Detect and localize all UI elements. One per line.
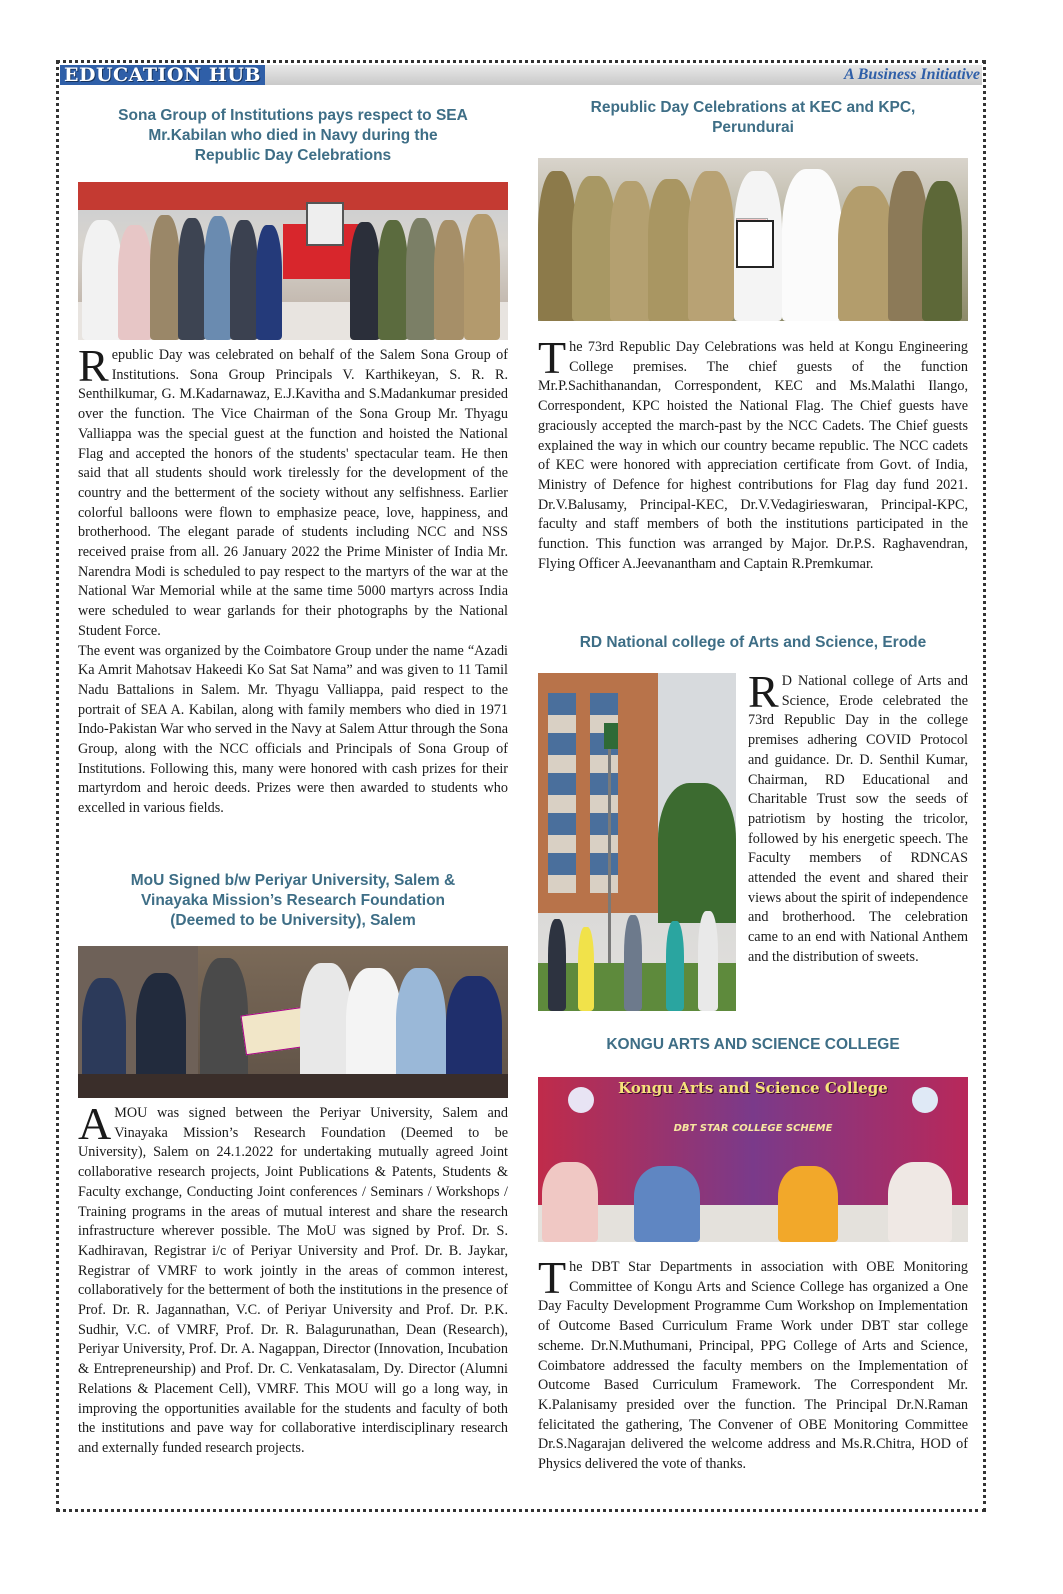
headline-line: (Deemed to be University), Salem bbox=[170, 912, 416, 929]
mou-headline bbox=[78, 871, 508, 931]
drop-cap: R bbox=[78, 340, 109, 391]
sona-body bbox=[78, 340, 508, 819]
paragraph: epublic Day was celebrated on behalf of the Salem Sona Group of Institutions. Sona Group Principals V. Karthikeyan, S. R. R. Senthilkumar, G. M.Kadarnawaz, E.J.Kavitha and S.Madankumar presided over the function. The Vice Chairman of the Sona Group Mr. Thyagu Valliappa was the special guest at the function and hoisted the National Flag and accepted the honors of the students' spectacular team. He then said that all students should work tirelessly for the development of the country and the betterment of the society without any selfishness. Earlier colorful balloons were flown to emphasize peace, love, happiness, and brotherhood. The elegant parade of students including NCC and NSS received praise from all. 26 January 2022 the Prime Minister of India Mr. Narendra Modi is scheduled to pay respect to the martyrs of the war at the National War Memorial while at the same time 5000 martyrs across India were scheduled to wear garlands for their photographs by the National Student Force. bbox=[78, 347, 508, 639]
kec-headline bbox=[538, 98, 968, 138]
kongu-body bbox=[538, 1252, 968, 1475]
drop-cap: T bbox=[538, 1252, 567, 1303]
headline-line: Mr.Kabilan who died in Navy during the bbox=[148, 127, 438, 144]
headline-line: KONGU ARTS AND SCIENCE COLLEGE bbox=[606, 1036, 900, 1053]
headline-line: RD National college of Arts and Science, Erode bbox=[579, 634, 927, 651]
sona-headline bbox=[78, 106, 508, 166]
headline-line: Republic Day Celebrations at KEC and KPC, bbox=[590, 99, 916, 116]
sona-photo bbox=[78, 182, 508, 340]
rd-body bbox=[748, 666, 968, 968]
paragraph: he 73rd Republic Day Celebrations was held at Kongu Engineering College premises. The chief guests of the function Mr.P.Sachithanandan, Correspondent, KEC and Ms.Malathi Ilango, Correspondent, KPC hoisted the National Flag. The Chief guests have graciously accepted the march-past by the NCC Cadets. The Chief guests explained the way in which our country became republic. The NCC cadets of KEC were honored with appreciation certificate from Govt. of India, Ministry of Defence for highest contributions for Flag day fund 2021. Dr.V.Balusamy, Principal-KEC, Dr.V.Vedagirieswaran, Principal-KPC, faculty and staff members of both the institutions participated in the function. This function was arranged by Major. Dr.P.S. Raghavendran, Flying Officer A.Jeevanantham and Captain R.Premkumar. bbox=[538, 339, 968, 572]
paragraph: MOU was signed between the Periyar University, Salem and Vinayaka Mission’s Research Foundation (Deemed to be University), Salem on 24.1.2022 for undertaking mutually agreed Joint collaborative research projects, Joint Publications & Patents, Students & Faculty exchange, Conducting Joint conferences / Seminars / Workshops / Training programs in the areas of mutual interest and share the research infrastructure wherever possible. The MoU was signed by Prof. Dr. S. Kadhiravan, Registrar i/c of Periyar University and Prof. Dr. B. Jaykar, Registrar of VMRF to work jointly in the areas of common interest, collaboratively for the betterment of both the institutions in the presence of Prof. Dr. R. Jagannathan, V.C. of Periyar University and Prof. Dr. P.K. Sudhir, V.C. of VMRF, Prof. Dr. R. Balagurunathan, Dean (Research), Periyar University, Prof. Dr. A. Nagappan, Director (Innovation, Incubation & Entrepreneurship) and Prof. Dr. C. Venkatasalam, Dy. Director (Alumni Relations & Placement Cell), VMRF. This MOU will go a long way, in improving the opportunities available for the students and faculty of both the institutions and pave way for collaborative interdisciplinary research and externally funded research projects. bbox=[78, 1105, 508, 1456]
kec-photo bbox=[538, 158, 968, 321]
headline-line: Perundurai bbox=[712, 119, 794, 136]
drop-cap: A bbox=[78, 1098, 112, 1149]
rd-headline bbox=[538, 633, 968, 653]
mou-photo bbox=[78, 946, 508, 1098]
paragraph: D National college of Arts and Science, Erode celebrated the 73rd Republic Day in the college premises adhering COVID Protocol and guidance. Dr. D. Senthil Kumar, Chairman, RD Educational and Charitable Trust sow the seeds of patriotism by hosting the tricolor, followed by his energetic speech. The Faculty members of RDNCAS attended the event and shared their views about the spirit of independence and brotherhood. The celebration came to an end with National Anthem and the distribution of sweets. bbox=[748, 673, 968, 965]
banner-title: Kongu Arts and Science College bbox=[618, 1079, 888, 1097]
tagline: A Business Initiative bbox=[843, 66, 980, 83]
headline-line: Republic Day Celebrations bbox=[194, 147, 392, 164]
drop-cap: R bbox=[748, 666, 779, 717]
drop-cap: T bbox=[538, 332, 567, 383]
kongu-photo bbox=[538, 1077, 968, 1242]
headline-line: MoU Signed b/w Periyar University, Salem & bbox=[130, 872, 456, 889]
headline-line: Vinayaka Mission’s Research Foundation bbox=[140, 892, 446, 909]
banner-subtitle: DBT STAR COLLEGE SCHEME bbox=[673, 1123, 833, 1134]
brand-title: EDUCATION HUB bbox=[60, 65, 265, 85]
kec-body bbox=[538, 332, 968, 574]
rd-photo bbox=[538, 673, 736, 1011]
paragraph: he DBT Star Departments in association with OBE Monitoring Committee of Kongu Arts and Science College has organized a One Day Faculty Development Programme Cum Workshop on Implementation of Outcome Based Curriculum Frame Work under DBT star college scheme. Dr.N.Muthumani, Principal, PPG College of Arts and Science, Coimbatore addressed the faculty members on the Implementation of Outcome Based Curriculum Framework. The Correspondent Mr. K.Palanisamy presided over the function. The Principal Dr.N.Raman felicitated the gathering, The Convener of OBE Monitoring Committee Dr.S.Nagarajan delivered the welcome address and Ms.R.Chitra, HOD of Physics delivered the vote of thanks. bbox=[538, 1259, 968, 1473]
kongu-headline bbox=[538, 1035, 968, 1055]
paragraph: The event was organized by the Coimbatore Group under the name “Azadi Ka Amrit Mahotsav Hakeedi Ko Sat Sat Nama” and was given to 11 Tamil Nadu Battalions in Salem. Mr. Thyagu Valliappa, paid respect to the portrait of SEA A. Kabilan, along with family members who died in 1971 Indo-Pakistan War who served in the Navy at Salem Attur through the Sona Group, along with the NCC officials and Principals of Sona Group of Institutions. Following this, many were honored with cash prizes for their martyrdom and heroic deeds. Prizes were then awarded to students who excelled in various fields. bbox=[78, 642, 508, 817]
headline-line: Sona Group of Institutions pays respect to SEA bbox=[118, 107, 468, 124]
mou-body bbox=[78, 1098, 508, 1459]
